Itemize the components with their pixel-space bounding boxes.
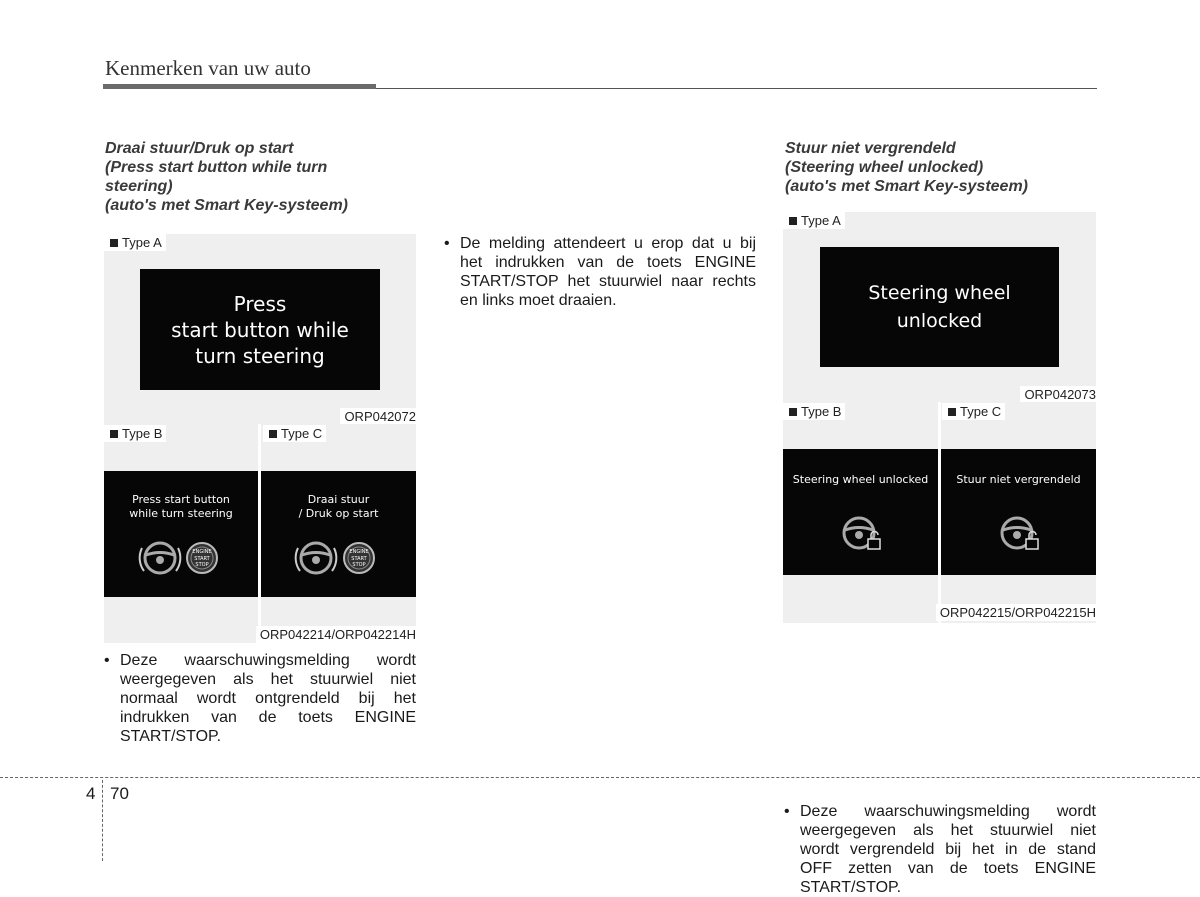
left-heading-line: Draai stuur/Druk op start <box>105 140 294 157</box>
square-bullet-icon <box>110 239 118 247</box>
left-figure-type-a <box>104 234 416 427</box>
right-heading-line: (Steering wheel unlocked) <box>785 159 984 176</box>
right-section-heading <box>785 139 1095 196</box>
button-text: START <box>351 556 367 562</box>
page-header-title: Kenmerken van uw auto <box>105 56 311 80</box>
left-heading-line: (Press start button while turn <box>105 159 328 176</box>
chapter-number: 4 <box>86 784 96 803</box>
display-message: Steering wheel unlocked <box>792 473 929 486</box>
display-screen-steering-unlocked <box>820 247 1059 367</box>
footer-vertical-dash <box>102 780 103 861</box>
figure-code: ORP042072 <box>340 408 416 425</box>
square-bullet-icon <box>269 430 277 438</box>
display-message: Draai stuur / Druk op start <box>298 493 379 520</box>
steering-wheel-icon <box>140 543 181 573</box>
right-heading-line: (auto's met Smart Key-systeem) <box>785 178 1028 195</box>
display-screen-press-start <box>140 269 380 390</box>
square-bullet-icon <box>948 408 956 416</box>
figure-code: ORP042073 <box>1020 386 1096 403</box>
square-bullet-icon <box>110 430 118 438</box>
display-screen-type-b <box>783 449 938 575</box>
steering-wheel-icon <box>296 543 337 573</box>
button-text: STOP <box>352 562 366 568</box>
type-b-label: Type B <box>783 403 845 420</box>
left-section-heading <box>105 139 425 215</box>
button-text: ENGINE <box>349 549 369 555</box>
type-b-label: Type B <box>104 425 166 442</box>
steering-unlocked-illustration <box>941 509 1096 559</box>
figure-code: ORP042215/ORP042215H <box>936 604 1096 621</box>
display-message: Stuur niet vergrendeld <box>956 473 1081 486</box>
left-heading-line: steering) <box>105 178 173 195</box>
type-a-label: Type A <box>783 212 845 229</box>
display-line: start button while <box>171 317 349 342</box>
engine-start-stop-button-icon <box>344 543 374 573</box>
engine-start-stop-button-icon <box>187 543 217 573</box>
figure-code: ORP042214/ORP042214H <box>256 626 416 643</box>
right-heading-line: Stuur niet vergrendeld <box>785 140 956 157</box>
display-screen-type-b <box>104 471 258 597</box>
footer-dashed-rule <box>0 777 1200 778</box>
steering-unlocked-illustration <box>783 509 938 559</box>
middle-bullet-paragraph: • De melding attendeert u erop dat u bij het indrukken van de toets ENGINE START/STOP het stuurwiel naar rechts en links moet draaien. <box>444 234 756 310</box>
button-text: STOP <box>195 562 209 568</box>
square-bullet-icon <box>789 217 797 225</box>
right-figure-type-bc <box>783 402 1096 623</box>
page-number: 70 <box>110 784 129 803</box>
header-rule-thin <box>376 88 1097 89</box>
display-screen-type-c <box>941 449 1096 575</box>
button-text: START <box>194 556 210 562</box>
display-line: unlocked <box>896 310 983 332</box>
right-bullet-paragraph: • Deze waarschuwingsmelding wordt weergegeven als het stuurwiel niet wordt vergrendeld bij het in de stand OFF zetten van de toets ENGINE START/STOP. <box>784 802 1096 897</box>
display-line: Steering wheel <box>868 282 1011 304</box>
button-text: ENGINE <box>192 549 212 555</box>
type-c-label: Type C <box>263 425 326 442</box>
left-heading-line: (auto's met Smart Key-systeem) <box>105 197 348 214</box>
left-figure-type-bc <box>104 424 416 643</box>
display-line: turn steering <box>195 343 325 368</box>
steering-start-illustration <box>261 533 416 583</box>
type-a-label: Type A <box>104 234 166 251</box>
header-rule-thick <box>103 84 376 89</box>
square-bullet-icon <box>789 408 797 416</box>
right-figure-type-a <box>783 212 1096 404</box>
left-bullet-paragraph: • Deze waarschuwingsmelding wordt weergegeven als het stuurwiel niet normaal wordt ontgrendeld bij het indrukken van de toets ENGINE START/STOP. <box>104 651 416 746</box>
steering-start-illustration <box>104 533 258 583</box>
display-line: Press <box>233 291 287 316</box>
display-message: Press start button while turn steering <box>129 493 233 520</box>
type-c-label: Type C <box>942 403 1005 420</box>
display-screen-type-c <box>261 471 416 597</box>
